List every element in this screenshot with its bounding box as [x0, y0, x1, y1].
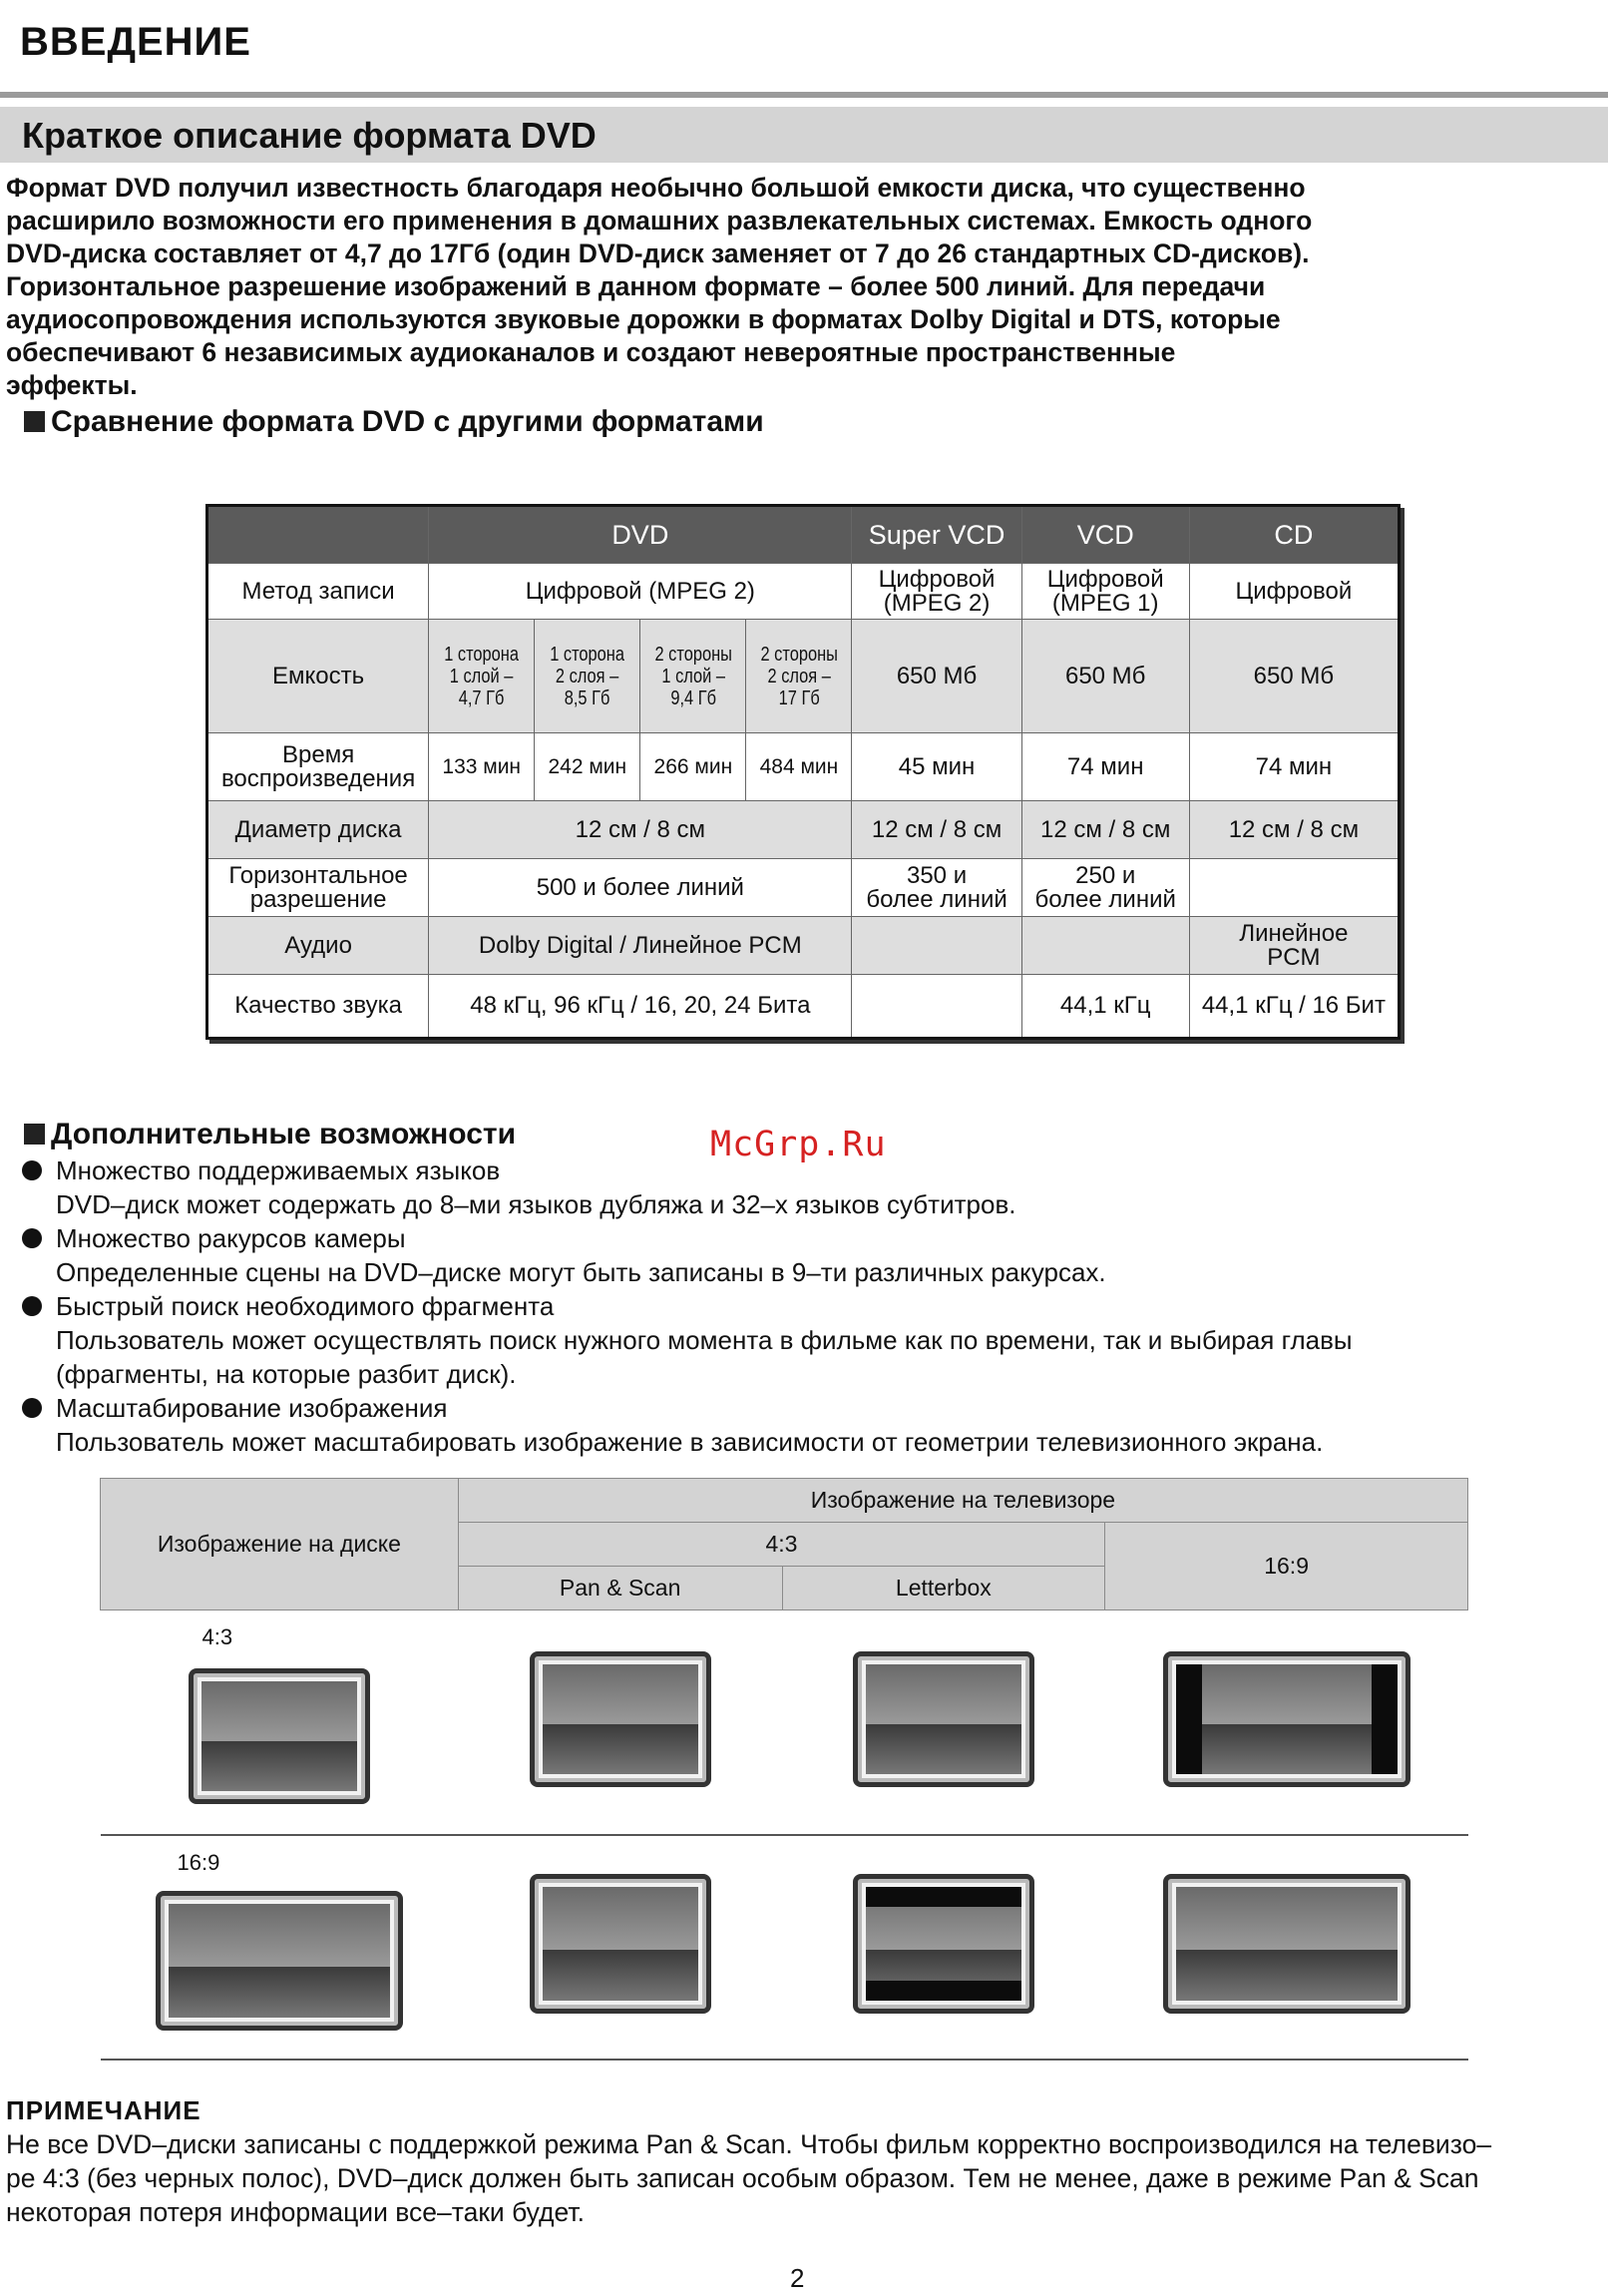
cell-line: PCM — [1267, 943, 1321, 971]
intro-line: аудиосопровождения используются звуковые дорожки в форматах Dolby Digital и DTS, которые — [6, 304, 1281, 334]
bullet-icon — [22, 1160, 42, 1180]
intro-line: DVD-диска составляет от 4,7 до 17Гб (один DVD-диск заменяет от 7 до 26 стандартных CD-дисков). — [6, 238, 1310, 268]
feature-item — [22, 1153, 1353, 1221]
intro-line: Горизонтальное разрешение изображений в данном формате – более 500 линий. Для передачи — [6, 271, 1266, 301]
feature-desc: Пользователь может осуществлять поиск нужного момента в фильме как по времени, так и выбирая главы — [56, 1325, 1353, 1355]
row-recording-method — [207, 564, 1400, 620]
cell-cd: 12 см / 8 см — [1189, 801, 1399, 859]
row-label: Качество звука — [207, 975, 429, 1039]
column-header-svcd: Super VCD — [852, 506, 1021, 564]
cell-dvd: 48 кГц, 96 кГц / 16, 20, 24 Бита — [429, 975, 852, 1039]
column-header-dvd: DVD — [429, 506, 852, 564]
cell-line: более линий — [866, 885, 1007, 913]
comparison-heading — [24, 405, 764, 439]
bullet-icon — [22, 1398, 42, 1418]
note-line: Не все DVD–диски записаны с поддержкой режима Pan & Scan. Чтобы фильм корректно воспроизводился на телевизо– — [6, 2129, 1492, 2159]
header-empty-cell — [207, 506, 429, 564]
cell-svcd — [852, 564, 1021, 620]
cell-line: Цифровой — [1046, 565, 1164, 593]
bullet-icon — [22, 1296, 42, 1316]
row-label: Диаметр диска — [207, 801, 429, 859]
letterbox-169-cell — [782, 1835, 1105, 2060]
feature-title: Быстрый поиск необходимого фрагмента — [56, 1291, 555, 1321]
cell-line: (MPEG 1) — [1051, 589, 1159, 617]
header-pan-scan: Pan & Scan — [458, 1567, 782, 1610]
cell-svcd — [852, 917, 1021, 975]
feature-item — [22, 1221, 1353, 1289]
cell-line: более линий — [1034, 885, 1176, 913]
cell-dvd: Dolby Digital / Линейное PCM — [429, 917, 852, 975]
intro-line: обеспечивают 6 независимых аудиоканалов и создают невероятные пространственные — [6, 337, 1176, 367]
cell-line: 2 слоя – — [767, 665, 831, 688]
intro-line: эффекты. — [6, 370, 138, 400]
cell-svcd: 45 мин — [852, 733, 1021, 801]
cell-dvd-variant — [535, 620, 640, 733]
cell-cd: 650 Мб — [1189, 620, 1399, 733]
row-label: Аудио — [207, 917, 429, 975]
cell-line: Горизонтальное — [228, 861, 408, 889]
row-diameter — [207, 801, 1400, 859]
tv-image-pillarbox-169 — [1163, 1651, 1410, 1787]
row-disc-43 — [101, 1610, 1468, 1835]
column-header-vcd: VCD — [1021, 506, 1189, 564]
feature-title: Множество поддерживаемых языков — [56, 1155, 501, 1185]
cell-dvd-variant — [746, 620, 852, 733]
cell-line: Время — [281, 740, 355, 768]
cell-line: 2 слоя – — [556, 665, 619, 688]
row-disc-169 — [101, 1835, 1468, 2060]
feature-item — [22, 1289, 1353, 1391]
intro-paragraph — [6, 172, 1602, 402]
row-playtime — [207, 733, 1400, 801]
pan-scan-169-cell — [458, 1835, 782, 2060]
cell-vcd: 650 Мб — [1021, 620, 1189, 733]
pan-scan-43-cell — [458, 1610, 782, 1835]
intro-line: Формат DVD получил известность благодаря необычно большой емкости диска, что существенно — [6, 173, 1306, 203]
column-header-cd: CD — [1189, 506, 1399, 564]
cell-vcd — [1021, 917, 1189, 975]
square-bullet-icon — [24, 1124, 45, 1145]
section-title: Краткое описание формата DVD — [22, 115, 597, 156]
cell-dvd-variant: 242 мин — [535, 733, 640, 801]
cell-cd — [1189, 859, 1399, 917]
row-resolution — [207, 859, 1400, 917]
cell-dvd-variant: 484 мин — [746, 733, 852, 801]
cell-line: 250 и — [1075, 861, 1136, 889]
cell-line: 4,7 Гб — [458, 687, 505, 709]
ratio-label-169: 16:9 — [177, 1849, 220, 1875]
disc-43-cell — [101, 1610, 459, 1835]
cell-cd: 74 мин — [1189, 733, 1399, 801]
cell-dvd: Цифровой (MPEG 2) — [429, 564, 852, 620]
cell-vcd — [1021, 859, 1189, 917]
cell-dvd-variant: 133 мин — [429, 733, 535, 801]
row-label: Емкость — [207, 620, 429, 733]
cell-line: Цифровой — [878, 565, 996, 593]
cell-vcd: 12 см / 8 см — [1021, 801, 1189, 859]
cell-line: 1 слой – — [661, 665, 725, 688]
feature-title: Множество ракурсов камеры — [56, 1223, 406, 1253]
cell-cd: Цифровой — [1189, 564, 1399, 620]
tv-image-letterbox-43 — [853, 1651, 1034, 1787]
note-text — [6, 2127, 1602, 2229]
watermark: McGrp.Ru — [710, 1125, 887, 1164]
cell-line: воспроизведения — [220, 764, 416, 792]
features-heading — [24, 1118, 516, 1151]
cell-vcd: 44,1 кГц — [1021, 975, 1189, 1039]
feature-title: Масштабирование изображения — [56, 1393, 448, 1423]
cell-line: 1 сторона — [444, 643, 520, 666]
row-capacity — [207, 620, 1400, 733]
cell-line: (MPEG 2) — [883, 589, 991, 617]
feature-item — [22, 1391, 1353, 1459]
cell-line: Линейное — [1239, 919, 1349, 947]
cell-svcd — [852, 975, 1021, 1039]
disc-169-cell — [101, 1835, 459, 2060]
row-sound-quality — [207, 975, 1400, 1039]
feature-desc: (фрагменты, на которые разбит диск). — [56, 1359, 517, 1389]
note-line: некоторая потеря информации все–таки будет. — [6, 2197, 585, 2227]
title-divider — [0, 92, 1608, 98]
cell-cd: 44,1 кГц / 16 Бит — [1189, 975, 1399, 1039]
header-letterbox: Letterbox — [782, 1567, 1105, 1610]
tv-image-wide-169 — [1163, 1874, 1410, 2014]
note-title: ПРИМЕЧАНИЕ — [6, 2095, 201, 2125]
cell-svcd: 12 см / 8 см — [852, 801, 1021, 859]
cell-cd — [1189, 917, 1399, 975]
cell-vcd: 74 мин — [1021, 733, 1189, 801]
bullet-icon — [22, 1228, 42, 1248]
tv-image-pan-scan-43 — [530, 1651, 711, 1787]
cell-line: 17 Гб — [778, 687, 820, 709]
ratio-label-43: 4:3 — [201, 1624, 233, 1649]
cell-dvd: 12 см / 8 см — [429, 801, 852, 859]
cell-svcd: 650 Мб — [852, 620, 1021, 733]
cell-line: 1 слой – — [449, 665, 514, 688]
cell-line: 1 сторона — [550, 643, 625, 666]
tv-image-disc-169 — [156, 1891, 403, 2031]
row-label: Метод записи — [207, 564, 429, 620]
row-audio — [207, 917, 1400, 975]
header-tv-image: Изображение на телевизоре — [458, 1479, 1467, 1523]
cell-line: 350 и — [906, 861, 968, 889]
cell-vcd — [1021, 564, 1189, 620]
wide-169-cell — [1105, 1835, 1468, 2060]
features-heading-text: Дополнительные возможности — [51, 1118, 517, 1150]
page-title: ВВЕДЕНИЕ — [20, 20, 251, 64]
header-ratio-169: 16:9 — [1105, 1523, 1468, 1610]
aspect-ratio-table — [100, 1478, 1468, 2061]
letterbox-43-cell — [782, 1610, 1105, 1835]
wide-43-cell — [1105, 1610, 1468, 1835]
feature-desc: Пользователь может масштабировать изображение в зависимости от геометрии телевизионного экрана. — [56, 1427, 1324, 1457]
cell-dvd-variant — [640, 620, 746, 733]
format-comparison-table — [205, 504, 1401, 1040]
row-label — [207, 733, 429, 801]
cell-line: 2 стороны — [654, 643, 732, 666]
header-disc-image: Изображение на диске — [101, 1479, 459, 1610]
header-ratio-43: 4:3 — [458, 1523, 1104, 1567]
page-number: 2 — [790, 2263, 805, 2293]
tv-image-pan-scan-169 — [530, 1874, 711, 2014]
intro-line: расширило возможности его применения в домашних развлекательных системах. Емкость одного — [6, 206, 1313, 235]
feature-desc: DVD–диск может содержать до 8–ми языков дубляжа и 32–х языков субтитров. — [56, 1189, 1016, 1219]
cell-line: разрешение — [249, 885, 387, 913]
tv-image-disc-43 — [189, 1668, 370, 1804]
cell-line: 2 стороны — [760, 643, 838, 666]
features-list — [22, 1153, 1353, 1459]
cell-dvd: 500 и более линий — [429, 859, 852, 917]
cell-dvd-variant: 266 мин — [640, 733, 746, 801]
comparison-heading-text: Сравнение формата DVD с другими форматами — [51, 405, 764, 438]
cell-svcd — [852, 859, 1021, 917]
cell-dvd-variant — [429, 620, 535, 733]
feature-desc: Определенные сцены на DVD–диске могут быть записаны в 9–ти различных ракурсах. — [56, 1257, 1106, 1287]
tv-image-letterbox-169 — [853, 1874, 1034, 2014]
square-bullet-icon — [24, 411, 45, 432]
note-line: ре 4:3 (без черных полос), DVD–диск должен быть записан особым образом. Тем не менее, даже в режиме Pan & Scan — [6, 2163, 1479, 2193]
row-label — [207, 859, 429, 917]
cell-line: 9,4 Гб — [670, 687, 716, 709]
cell-line: 8,5 Гб — [564, 687, 610, 709]
